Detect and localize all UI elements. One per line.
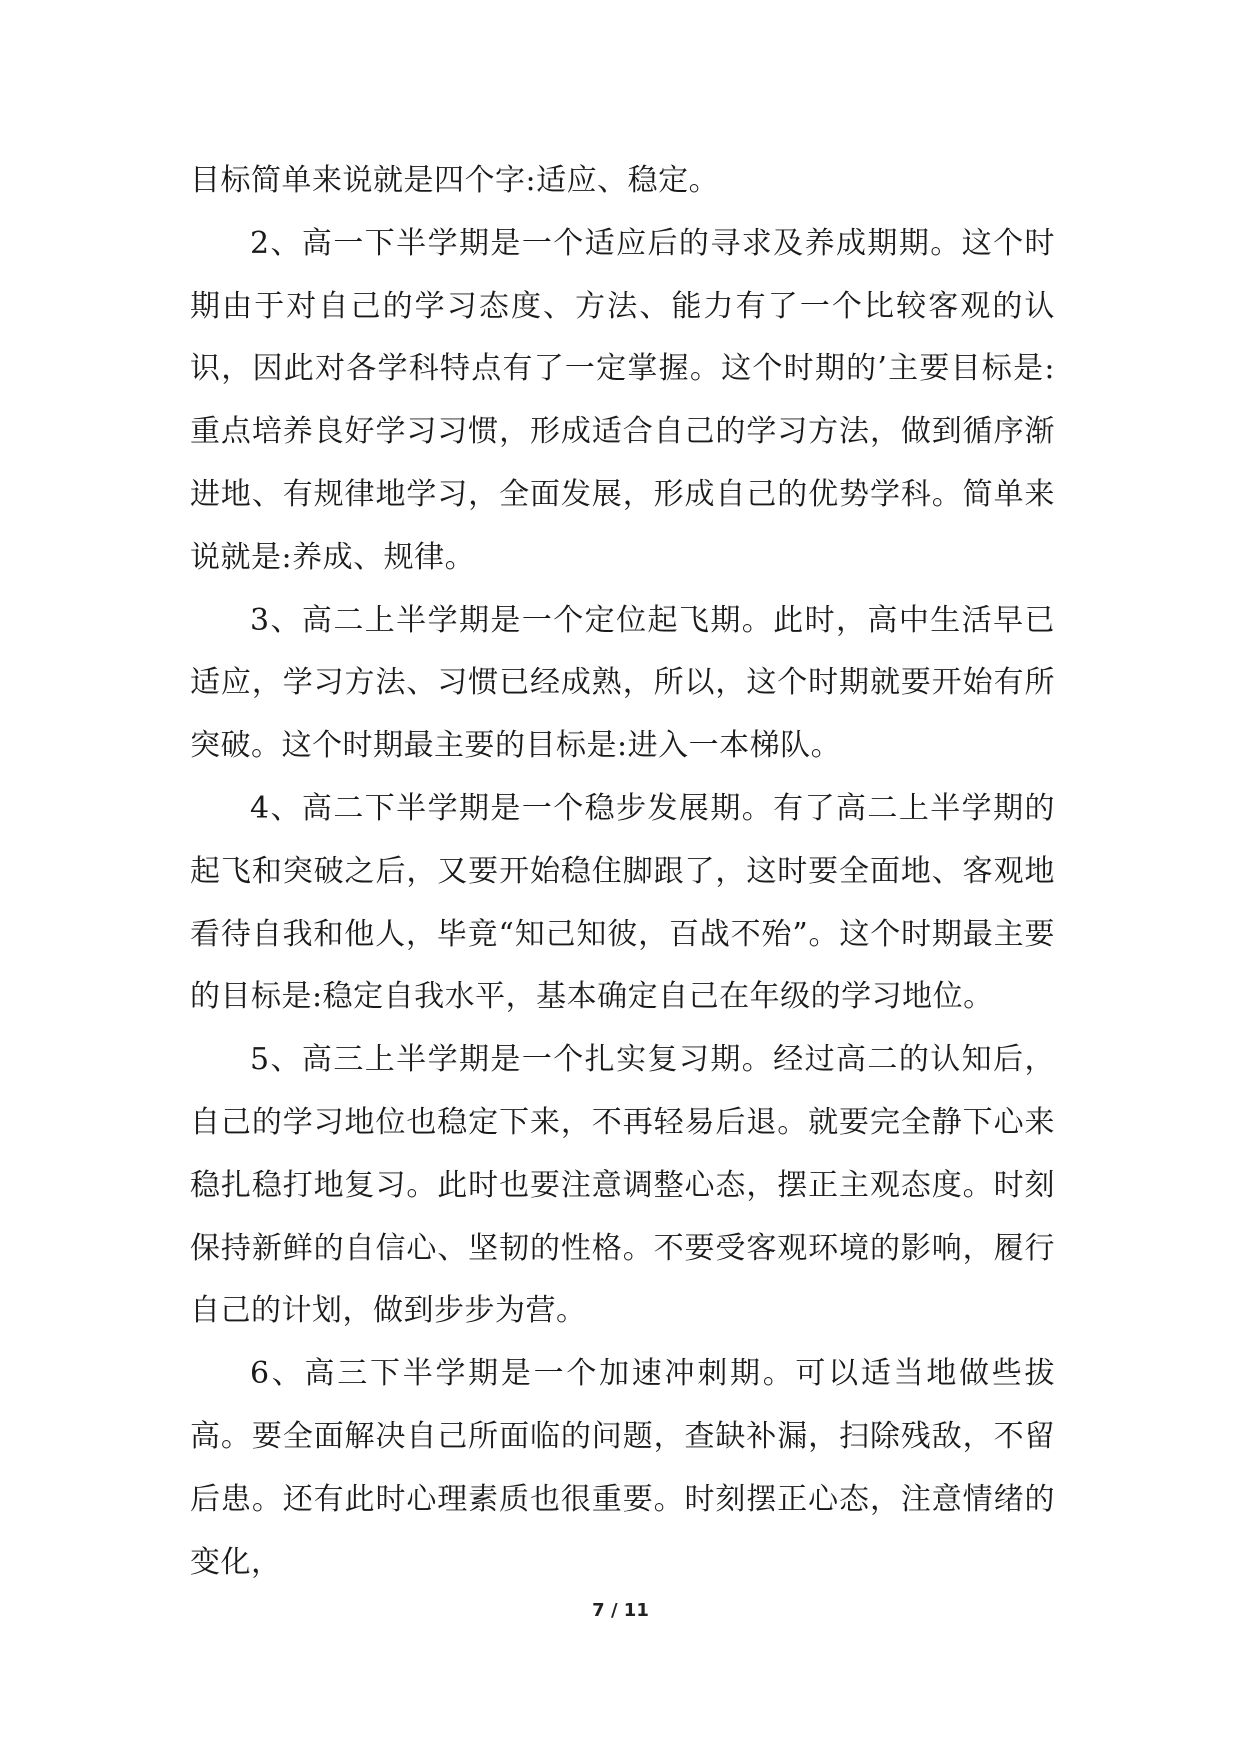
page-number: 7 / 11 [592, 1600, 649, 1621]
document-body [190, 150, 1055, 1594]
paragraph-6: 6、高三下半学期是一个加速冲刺期。可以适当地做些拔高。要全面解决自己所面临的问题，查缺补漏，扫除残敌，不留后患。还有此时心理素质也很重要。时刻摆正心态，注意情绪的变化， [190, 1356, 1055, 1580]
paragraph-4: 4、高二下半学期是一个稳步发展期。有了高二上半学期的起飞和突破之后，又要开始稳住脚跟了，这时要全面地、客观地看待自我和他人，毕竟“知己知彼，百战不殆”。这个时期最主要的目标是:稳定自我水平，基本确定自己在年级的学习地位。 [190, 790, 1055, 1015]
paragraph-5: 5、高三上半学期是一个扎实复习期。经过高二的认知后，自己的学习地位也稳定下来，不再轻易后退。就要完全静下心来稳扎稳打地复习。此时也要注意调整心态，摆正主观态度。时刻保持新鲜的自信心、坚韧的性格。不要受客观环境的影响，履行自己的计划，做到步步为营。 [190, 1042, 1055, 1329]
paragraph-1: 目标简单来说就是四个字:适应、稳定。 [190, 163, 720, 198]
paragraph-3: 3、高二上半学期是一个定位起飞期。此时，高中生活早已适应，学习方法、习惯已经成熟，所以，这个时期就要开始有所突破。这个时期最主要的目标是:进入一本梯队。 [190, 602, 1055, 764]
paragraph-2: 2、高一下半学期是一个适应后的寻求及养成期期。这个时期由于对自己的学习态度、方法、能力有了一个比较客观的认识，因此对各学科特点有了一定掌握。这个时期的’主要目标是:重点培养良好学习习惯，形成适合自己的学习方法，做到循序渐进地、有规律地学习，全面发展，形成自己的优势学科。简单来说就是:养成、规律。 [190, 225, 1055, 575]
